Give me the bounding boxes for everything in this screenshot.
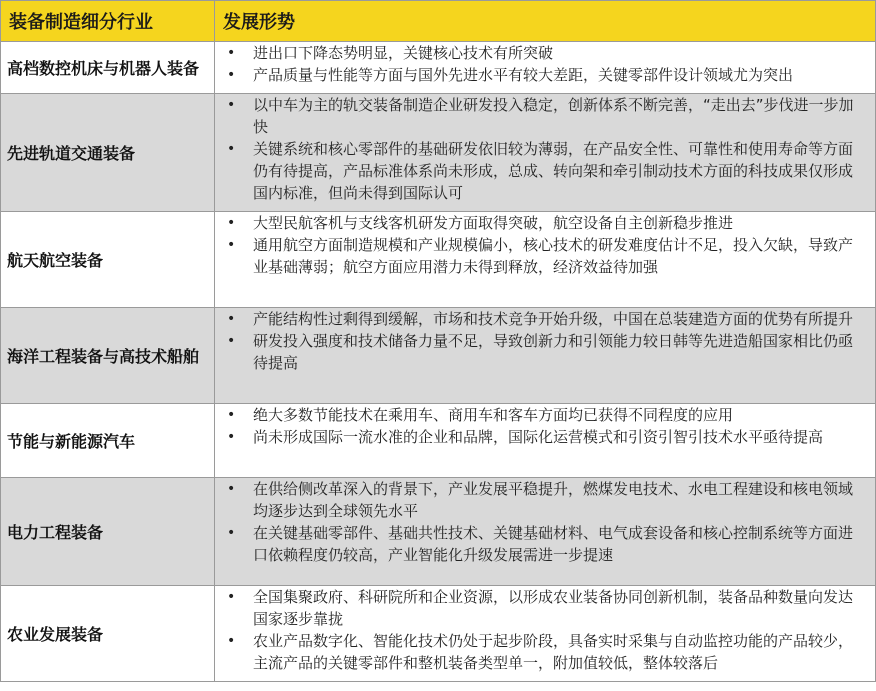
bullet-list [215, 42, 875, 86]
trend-cell [215, 404, 876, 478]
category-cell: 航天航空装备 [1, 212, 215, 308]
category-cell: 海洋工程装备与高技术船舶 [1, 308, 215, 404]
table-row [1, 478, 876, 586]
category-cell: 高档数控机床与机器人装备 [1, 42, 215, 94]
bullet-item: • 在供给侧改革深入的背景下，产业发展平稳提升，燃煤发电技术、水电工程建设和核电领域均逐步达到全球领先水平 [215, 478, 875, 522]
category-cell: 节能与新能源汽车 [1, 404, 215, 478]
table-row [1, 308, 876, 404]
trend-cell [215, 42, 876, 94]
bullet-list [215, 586, 875, 674]
category-cell: 农业发展装备 [1, 586, 215, 682]
bullet-item: • 全国集聚政府、科研院所和企业资源，以形成农业装备协同创新机制，装备品种数量向发达国家逐步靠拢 [215, 586, 875, 630]
trend-cell [215, 478, 876, 586]
bullet-item: • 农业产品数字化、智能化技术仍处于起步阶段，具备实时采集与自动监控功能的产品较少，主流产品的关键零部件和整机装备类型单一，附加值较低，整体较落后 [215, 630, 875, 674]
table-row [1, 94, 876, 212]
bullet-list [215, 308, 875, 374]
trend-cell [215, 94, 876, 212]
category-cell: 电力工程装备 [1, 478, 215, 586]
bullet-item: • 进出口下降态势明显，关键核心技术有所突破 [215, 42, 875, 64]
bullet-item: • 尚未形成国际一流水准的企业和品牌，国际化运营模式和引资引智引技术水平亟待提高 [215, 426, 875, 448]
table-header-row [1, 1, 876, 42]
trend-cell [215, 586, 876, 682]
category-cell: 先进轨道交通装备 [1, 94, 215, 212]
trend-cell [215, 212, 876, 308]
header-category: 装备制造细分行业 [1, 1, 215, 42]
table-row [1, 212, 876, 308]
bullet-list [215, 212, 875, 278]
bullet-item: • 以中车为主的轨交装备制造企业研发投入稳定，创新体系不断完善，“走出去”步伐进一步加快 [215, 94, 875, 138]
bullet-item: • 研发投入强度和技术储备力量不足，导致创新力和引领能力较日韩等先进造船国家相比仍亟待提高 [215, 330, 875, 374]
bullet-item: • 大型民航客机与支线客机研发方面取得突破，航空设备自主创新稳步推进 [215, 212, 875, 234]
bullet-item: • 绝大多数节能技术在乘用车、商用车和客车方面均已获得不同程度的应用 [215, 404, 875, 426]
header-trend: 发展形势 [215, 1, 876, 42]
bullet-item: • 产品质量与性能等方面与国外先进水平有较大差距，关键零部件设计领域尤为突出 [215, 64, 875, 86]
table-row [1, 42, 876, 94]
bullet-list [215, 404, 875, 448]
bullet-item: • 关键系统和核心零部件的基础研发依旧较为薄弱，在产品安全性、可靠性和使用寿命等方面仍有待提高，产品标准体系尚未形成，总成、转向架和牵引制动技术方面的科技成果仅形成国内标准，但尚未得到国际认可 [215, 138, 875, 204]
trend-cell [215, 308, 876, 404]
bullet-item: • 通用航空方面制造规模和产业规模偏小，核心技术的研发难度估计不足，投入欠缺，导致产业基础薄弱；航空方面应用潜力未得到释放，经济效益待加强 [215, 234, 875, 278]
bullet-list [215, 94, 875, 204]
table-row [1, 586, 876, 682]
bullet-item: • 产能结构性过剩得到缓解，市场和技术竞争开始升级，中国在总装建造方面的优势有所提升 [215, 308, 875, 330]
bullet-item: • 在关键基础零部件、基础共性技术、关键基础材料、电气成套设备和核心控制系统等方面进口依赖程度仍较高，产业智能化升级发展需进一步提速 [215, 522, 875, 566]
bullet-list [215, 478, 875, 566]
table-row [1, 404, 876, 478]
